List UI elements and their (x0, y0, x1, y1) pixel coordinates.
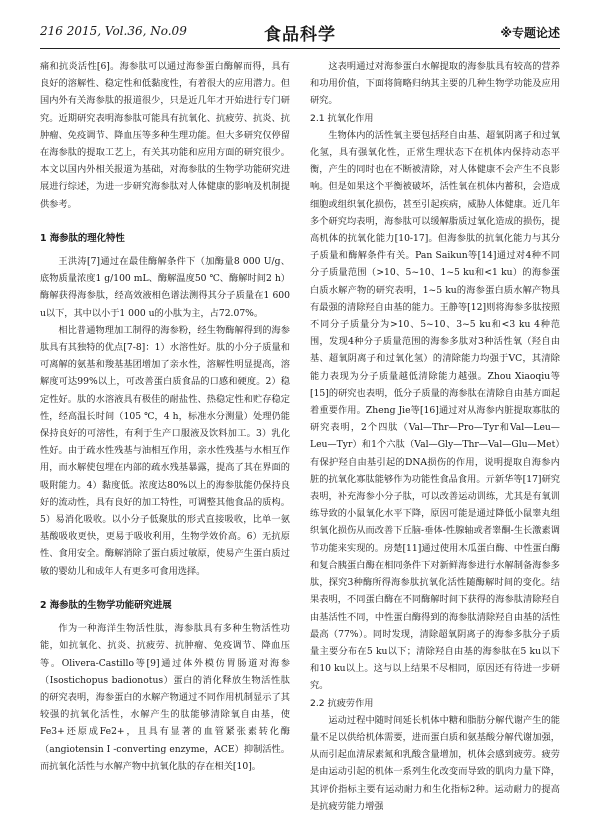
section-heading-1: 1 海参肽的理化特性 (40, 232, 125, 244)
subsection-heading-2-2: 2.2 抗疲劳作用 (310, 697, 374, 709)
journal-title: 食品科学 (264, 25, 336, 45)
header-rule (40, 48, 560, 49)
left-column (40, 58, 290, 775)
body-paragraph: 作为一种海洋生物活性肽，海参肽具有多种生物活性功能，如抗氧化、抗炎、抗疲劳、抗肿瘤、免疫调节、降血压等。Olivera-Castillo等[9]通过体外模仿胃肠道对海参（Isostichopus badionotus）蛋白的消化释放生物活性肽的研究表明，海参蛋白的水解产物通过不同作用机制显示了其较强的抗氧化活性，水解产生的肽能够清除氧自由基，使Fe3+还原成Fe2+，且具有显著的血管紧张素转化酶（angiotensin I -converting enzyme，ACE）抑制活性。而抗氧化活性与水解产物中抗氧化肽的存在相关[10]。 (40, 623, 290, 772)
subsection-heading-2-1: 2.1 抗氧化作用 (310, 112, 374, 124)
body-paragraph: 这表明通过对海参蛋白水解提取的海参肽具有较高的营养和功用价值，下面将简略归纳其主要的几种生物学功能及应用研究。 (310, 61, 560, 107)
right-column (310, 58, 560, 815)
section-heading-2: 2 海参肽的生物学功能研究进展 (40, 599, 172, 611)
journal-issue: 216 2015, Vol.36, No.09 (40, 24, 187, 38)
intro-paragraph: 痛和抗炎活性[6]。海参肽可以通过海参蛋白酶解而得，具有良好的溶解性、稳定性和低黏度性，有着很大的应用潜力。但国内外有关海参肽的报道很少，只是近几年才开始进行专门研究。近期研究表明海参肽可能具有抗氧化、抗疲劳、抗炎、抗肿瘤、免疫调节、降血压等多种生理功能。但大多研究仅停留在海参肽的提取工艺上，有关其功能和应用方面的研究很少。本文以国内外相关报道为基础，对海参肽的生物学功能研究进展进行综述，为进一步研究海参肽对人体健康的影响及机制提供参考。 (40, 61, 290, 210)
body-paragraph: 王洪涛[7]通过在最佳酶解条件下（加酶量8 000 U/g、底物质量浓度1 g/100 mL、酶解温度50 ℃、酶解时间2 h）酶解获得海参肽，经高效液相色谱法测得其分子质量在1 600 u以下，其中以小于1 000 u的小肽为主，占72.07%。 (40, 256, 290, 319)
section-label: ※专题论述 (500, 26, 560, 40)
page-header (40, 20, 560, 46)
body-paragraph: 相比普通物理加工制得的海参粉，经生物酶解得到的海参肽具有其独特的优点[7-8]：1）水溶性好。肽的小分子质量和可离解的氨基和羧基基团增加了亲水性，溶解性明显提高，溶解度可达99%以上，可改善蛋白质食品的口感和硬度。2）稳定性好。肽的水溶液具有极佳的耐盐性、热稳定性和贮存稳定性，经高温长时间（105 ℃，4 h，标准水分测量）处理仍能保持良好的可溶性，有利于生产口服液及饮料加工。3）乳化性好。由于疏水性残基与油相互作用，亲水性残基与水相互作用，而水解使包埋在内部的疏水残基暴露，提高了其在界面的吸附能力。4）黏度低。浓度达80%以上的海参肽能仍保持良好的流动性，具有良好的加工特性，可调整其他食品的质构。5）易消化吸收。以小分子低聚肽的形式直接吸收，比单一氨基酸吸收更快，更易于吸收利用，生物学效价高。6）无抗原性、食用安全。酶解消除了蛋白质过敏原，使易产生蛋白质过敏的婴幼儿和成年人有更多可食用选择。 (40, 324, 290, 577)
body-paragraph: 运动过程中随时间延长机体中糖和脂肪分解代谢产生的能量不足以供给机体需要，进而蛋白质和氨基酸分解代谢加强，从而引起血清尿素氮和乳酸含量增加，机体会感到疲劳。疲劳是由运动引起的机体一系列生化改变而导致的肌肉力量下降，其评价指标主要有运动耐力和生化指标2种。运动耐力的提高是抗疲劳能力增强 (310, 714, 560, 812)
body-paragraph: 生物体内的活性氧主要包括羟自由基、超氧阴离子和过氧化氢，具有强氧化性，正常生理状态下在机体内保持动态平衡，产生的同时也在不断被清除，对人体健康不会产生不良影响。但是如果这个平衡被破坏，活性氧在机体内蓄积，会造成细胞或组织氧化损伤，甚至引起疾病，威胁人体健康。近几年多个研究均表明，海参肽可以缓解脂质过氧化造成的损伤，提高机体的抗氧化能力[10-17]。但海参肽的抗氧化能力与其分子质量和酶解条件有关。Pan Saikun等[14]通过对4种不同分子质量范围（>10、5~10、1~5 ku和<1 ku）的海参蛋白质水解产物的研究表明，1~5 ku的海参蛋白质水解产物具有最强的清除羟自由基的能力。王静等[12]则将海参多肽按照不同分子质量分为>10、5~10、3~5 ku和<3 ku 4种范围，发现4种分子质量范围的海参多肽对3种活性氧（羟自由基、超氧阴离子和过氧化氢）的清除能力均强于VC，其清除能力表现为分子质量越低清除能力越强。Zhou Xiaoqiu等[15]的研究也表明，低分子质量的海参肽在清除自由基方面起着重要作用。Zheng Jie等[16]通过对从海参内脏提取寡肽的研究表明，2个四肽（Val—Thr—Pro—Tyr和Val—Leu—Leu—Tyr）和1个六肽（Val—Gly—Thr—Val—Glu—Met）有保护羟自由基引起的DNA损伤的作用，说明提取自海参内脏的抗氧化寡肽能够作为功能性食品食用。亓新华等[17]研究表明，补充海参小分子肽，可以改善运动训练，尤其是有氧训练导致的小鼠氧化水平下降，原因可能是通过降低小鼠睾丸组织氧化损伤从而改善下丘脑-垂体-性腺轴或者睾酮-生长激素调节功能来实现的。房楚[11]通过使用木瓜蛋白酶、中性蛋白酶和复合胰蛋白酶在相同条件下对新鲜海参进行水解制备海参多肽，探究3种酶所得海参肽抗氧化活性随酶解时间的变化。结果表明，不同蛋白酶在不同酶解时间下获得的海参肽清除羟自由基活性不同，中性蛋白酶得到的海参肽清除羟自由基的活性最高（77%）。同时发现，清除超氧阴离子的海参多肽分子质量主要分布在5 ku以下；清除羟自由基的海参肽在5 ku以下和10 ku以上。这与以上结果不尽相同，原因还有待进一步研究。 (310, 129, 560, 692)
